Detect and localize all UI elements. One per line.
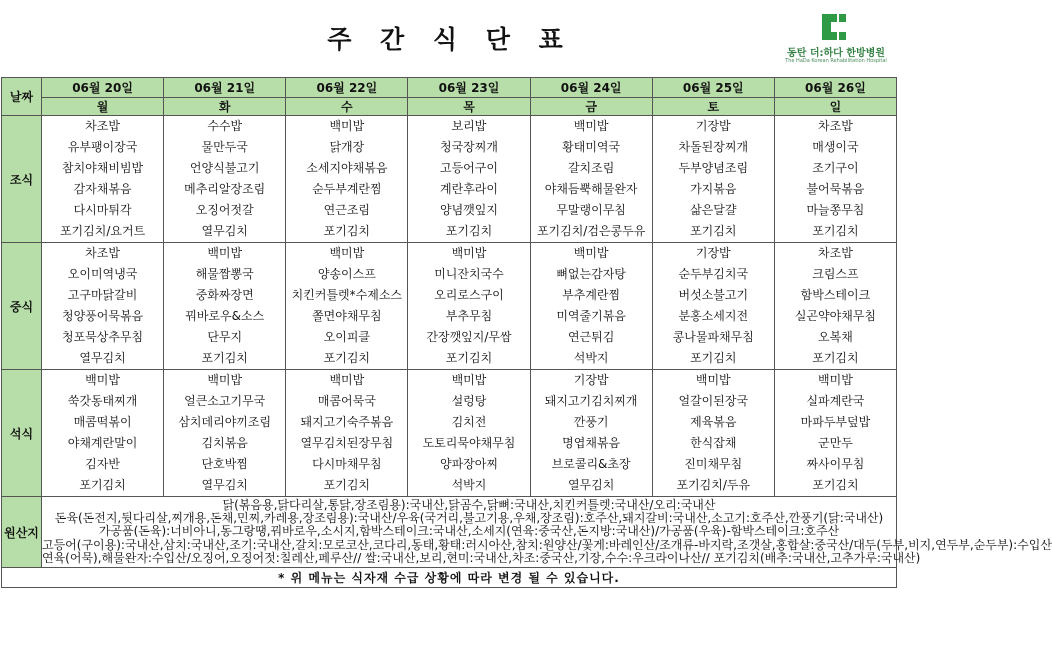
menu-item: 청포묵상추무침 (61, 330, 144, 344)
menu-item: 야채듬뿍해물완자 (544, 182, 638, 196)
menu-item: 백미밥 (329, 246, 365, 260)
logo-name: 동탄 더:하다 한방병원 (787, 48, 885, 59)
menu-item: 양파장아찌 (440, 457, 498, 471)
menu-item: 포기김치 (812, 478, 859, 492)
menu-item: 두부양념조림 (678, 161, 749, 175)
weekday-cell: 토 (652, 98, 774, 116)
menu-item: 매콤어묵국 (317, 394, 376, 408)
menu-item: 물만두국 (201, 140, 248, 154)
menu-cell (530, 370, 652, 497)
menu-cell (408, 116, 530, 243)
menu-item: 브로콜리&초장 (551, 457, 631, 471)
menu-cell (774, 370, 896, 497)
menu-item: 분홍소세지전 (678, 309, 749, 323)
origin-row (2, 497, 897, 568)
meal-row (2, 116, 897, 243)
origin-label: 원산지 (2, 497, 42, 568)
menu-item: 포기김치 (445, 224, 493, 238)
date-cell: 06월 23일 (408, 78, 530, 98)
menu-item: 백미밥 (207, 246, 243, 260)
menu-item: 백미밥 (329, 373, 365, 387)
menu-item: 포기김치 (812, 224, 859, 238)
weekday-cell: 화 (164, 98, 286, 116)
menu-item: 포기김치/두유 (676, 478, 751, 492)
menu-item: 포기김치 (323, 478, 371, 492)
weekday-cell: 월 (42, 98, 164, 116)
menu-item: 야채계란말이 (67, 436, 138, 450)
menu-item: 청양풍어묵볶음 (61, 309, 144, 323)
menu-cell (774, 243, 896, 370)
menu-item: 열무김치된장무침 (300, 436, 394, 450)
menu-item: 삶은달걀 (690, 203, 737, 217)
page-title: 주 간 식 단 표 (327, 25, 573, 54)
menu-item: 조기구이 (812, 161, 859, 175)
menu-cell (286, 116, 408, 243)
menu-item: 열무김치 (79, 351, 126, 365)
menu-item: 차조밥 (818, 119, 853, 133)
menu-item: 차조밥 (818, 246, 853, 260)
menu-item: 오이미역냉국 (67, 267, 138, 281)
menu-item: 기장밥 (695, 246, 731, 260)
meal-label: 석식 (2, 370, 42, 497)
menu-cell (164, 370, 286, 497)
menu-cell (774, 116, 896, 243)
menu-item: 실파계란국 (806, 394, 865, 408)
weekly-menu-table (1, 77, 1052, 588)
menu-item: 오리로스구이 (434, 288, 504, 302)
menu-item: 김자반 (85, 457, 120, 471)
menu-item: 단무지 (207, 330, 243, 344)
menu-item: 한식잡채 (690, 436, 737, 450)
menu-item: 기장밥 (695, 119, 731, 133)
menu-item: 치킨커틀렛*수제소스 (291, 288, 403, 302)
menu-item: 단호박찜 (201, 457, 248, 471)
menu-item: 마파두부덮밥 (800, 415, 871, 429)
menu-item: 도토리묵야채무침 (422, 436, 516, 450)
menu-item: 갈치조림 (567, 161, 615, 175)
menu-item: 깐풍기 (573, 415, 609, 429)
menu-cell (530, 243, 652, 370)
menu-item: 연근튀김 (567, 330, 615, 344)
menu-item: 함박스테이크 (800, 288, 871, 302)
origin-line: 돈육(돈전지,뒷다리살,찌개용,돈채,민찌,카레용,장조림용):국내산/우육(국거리,불고기용,우채,장조림):호주산,돼지갈비:국내산,소고기:호주산,깐풍기(닭:국내산) (54, 511, 884, 526)
menu-item: 돼지고기김치찌개 (544, 394, 638, 408)
menu-item: 마늘쫑무침 (806, 203, 865, 217)
menu-item: 김치전 (451, 415, 487, 429)
date-cell: 06월 22일 (286, 78, 408, 98)
date-row (2, 78, 897, 98)
menu-item: 크림스프 (812, 267, 859, 281)
menu-item: 삼치데리야끼조림 (178, 415, 272, 429)
menu-cell (408, 370, 530, 497)
menu-item: 양념깻잎지 (440, 203, 498, 217)
menu-cell (286, 243, 408, 370)
menu-item: 차조밥 (85, 119, 120, 133)
menu-item: 메추리알장조림 (184, 182, 266, 196)
menu-item: 해물짬뽕국 (195, 267, 254, 281)
menu-item: 순두부김치국 (678, 267, 749, 281)
menu-item: 닭개장 (329, 140, 365, 154)
menu-item: 얼갈이된장국 (678, 394, 749, 408)
menu-item: 수수밥 (207, 119, 243, 133)
menu-item: 미역줄기볶음 (556, 309, 626, 323)
menu-item: 오이피클 (323, 330, 371, 344)
menu-item: 포기김치 (690, 351, 737, 365)
menu-item: 포기김치 (79, 478, 126, 492)
menu-item: 백미밥 (85, 373, 120, 387)
menu-item: 보리밥 (451, 119, 487, 133)
note-row (2, 568, 897, 588)
menu-item: 연근조림 (323, 203, 371, 217)
menu-item: 차조밥 (85, 246, 120, 260)
menu-item: 버섯소불고기 (678, 288, 749, 302)
menu-item: 매콤떡볶이 (73, 415, 132, 429)
menu-item: 백미밥 (573, 246, 609, 260)
meal-row (2, 243, 897, 370)
date-cell: 06월 20일 (42, 78, 164, 98)
origin-cell (42, 497, 1052, 568)
meal-row (2, 370, 897, 497)
menu-item: 감자채볶음 (73, 182, 132, 196)
menu-item: 백미밥 (451, 373, 487, 387)
menu-item: 얼큰소고기무국 (184, 394, 266, 408)
origin-line: 가공품(돈육):너비아니,동그랑땡,꿔바로우,소시지,함박스테이크:국내산,소세지(연육:중국산,돈지방:국내산)/가공품(우육)-함박스테이크:호주산 (98, 524, 840, 539)
menu-item: 황태미역국 (562, 140, 621, 154)
menu-item: 쫄면야채무침 (312, 309, 382, 323)
menu-item: 포기김치/요거트 (59, 224, 146, 238)
logo-mark-icon (822, 14, 846, 40)
menu-item: 백미밥 (207, 373, 243, 387)
menu-item: 순두부계란찜 (312, 182, 382, 196)
date-cell: 06월 26일 (774, 78, 896, 98)
menu-item: 석박지 (451, 478, 487, 492)
origin-line: 고등어(구이용):국내산,삼치:국내산,조기:국내산,갈치:모로코산,코다리,동태,황태:러시아산,참치:원양산/꽃게:바레인산/조개류-바지락,조갯살,홍합살:중국산/대두(두부,비지,연두부,순두부):수입산 (42, 537, 1052, 552)
menu-item: 언양식불고기 (189, 161, 260, 175)
menu-item: 김치볶음 (201, 436, 248, 450)
menu-item: 계란후라이 (440, 182, 498, 196)
menu-item: 제육볶음 (690, 415, 737, 429)
menu-item: 석박지 (573, 351, 609, 365)
menu-item: 포기김치 (812, 351, 859, 365)
menu-cell (652, 116, 774, 243)
menu-item: 고등어구이 (440, 161, 498, 175)
menu-item: 짜사이무침 (806, 457, 865, 471)
menu-item: 차돌된장찌개 (678, 140, 749, 154)
menu-item: 고구마닭갈비 (67, 288, 138, 302)
menu-item: 군만두 (818, 436, 853, 450)
menu-item: 오복채 (818, 330, 853, 344)
menu-cell (652, 243, 774, 370)
menu-item: 쑥갓동태찌개 (67, 394, 138, 408)
menu-cell (164, 243, 286, 370)
menu-cell (42, 243, 164, 370)
weekday-cell: 일 (774, 98, 896, 116)
menu-item: 백미밥 (573, 119, 609, 133)
origin-line: 연육(어묵),해물완자:수입산/오징어,오징어젓:칠레산,페루산// 쌀:국내산,보리,현미:국내산,차조:중국산,기장,수수:우크라이나산// 포기김치(배추:국내산,고추가루:국내산) (42, 550, 921, 565)
menu-item: 다시마채무침 (312, 457, 382, 471)
menu-item: 포기김치 (690, 224, 737, 238)
menu-item: 유부팽이장국 (67, 140, 138, 154)
menu-item: 미니잔치국수 (434, 267, 504, 281)
menu-item: 설렁탕 (451, 394, 487, 408)
day-row (2, 98, 897, 116)
meal-label: 중식 (2, 243, 42, 370)
date-cell: 06월 25일 (652, 78, 774, 98)
menu-item: 포기김치 (445, 351, 493, 365)
menu-item: 불어묵볶음 (806, 182, 865, 196)
menu-item: 포기김치 (323, 224, 371, 238)
menu-cell (164, 116, 286, 243)
menu-item: 콩나물파채무침 (672, 330, 754, 344)
hospital-logo (780, 14, 892, 70)
menu-item: 백미밥 (818, 373, 853, 387)
menu-item: 백미밥 (451, 246, 487, 260)
menu-item: 청국장찌개 (440, 140, 498, 154)
menu-item: 오징어젓갈 (195, 203, 254, 217)
weekday-cell: 금 (530, 98, 652, 116)
menu-item: 명엽채볶음 (562, 436, 621, 450)
change-notice: * 위 메뉴는 식자재 수급 상황에 따라 변경 될 수 있습니다. (2, 568, 897, 588)
weekday-cell: 목 (408, 98, 530, 116)
meal-label: 조식 (2, 116, 42, 243)
menu-item: 부추계란찜 (562, 288, 621, 302)
menu-item: 백미밥 (329, 119, 365, 133)
menu-item: 열무김치 (201, 478, 248, 492)
menu-item: 돼지고기숙주볶음 (300, 415, 394, 429)
weekday-cell: 수 (286, 98, 408, 116)
date-cell: 06월 24일 (530, 78, 652, 98)
menu-cell (530, 116, 652, 243)
menu-item: 간장깻잎지/무쌈 (426, 330, 512, 344)
menu-cell (408, 243, 530, 370)
menu-item: 열무김치 (201, 224, 248, 238)
menu-item: 포기김치 (201, 351, 248, 365)
menu-item: 매생이국 (812, 140, 859, 154)
menu-item: 포기김치 (323, 351, 371, 365)
menu-item: 다시마튀각 (73, 203, 132, 217)
menu-item: 뼈없는감자탕 (556, 267, 626, 281)
menu-item: 기장밥 (573, 373, 609, 387)
menu-cell (42, 116, 164, 243)
date-header-label: 날짜 (2, 78, 42, 116)
menu-item: 참치야채비빔밥 (61, 161, 144, 175)
menu-item: 꿔바로우&소스 (185, 309, 265, 323)
menu-cell (42, 370, 164, 497)
menu-item: 소세지야채볶음 (306, 161, 388, 175)
menu-item: 포기김치/검은콩두유 (536, 224, 646, 238)
logo-subtitle: The HaDa Korean Rehabilitation Hospital (785, 58, 887, 64)
menu-cell (286, 370, 408, 497)
menu-item: 부추무침 (445, 309, 493, 323)
menu-cell (652, 370, 774, 497)
date-cell: 06월 21일 (164, 78, 286, 98)
menu-item: 가지볶음 (690, 182, 737, 196)
menu-item: 실곤약야채무침 (794, 309, 876, 323)
menu-item: 열무김치 (567, 478, 615, 492)
menu-item: 무말랭이무침 (556, 203, 626, 217)
menu-item: 양송이스프 (317, 267, 376, 281)
menu-item: 진미채무침 (684, 457, 743, 471)
menu-item: 중화짜장면 (195, 288, 254, 302)
origin-line: 닭(볶음용,닭다리살,통닭,장조림용):국내산,닭곰수,닭뼈:국내산,치킨커틀렛:국내산/오리:국내산 (222, 498, 716, 512)
menu-item: 백미밥 (695, 373, 731, 387)
